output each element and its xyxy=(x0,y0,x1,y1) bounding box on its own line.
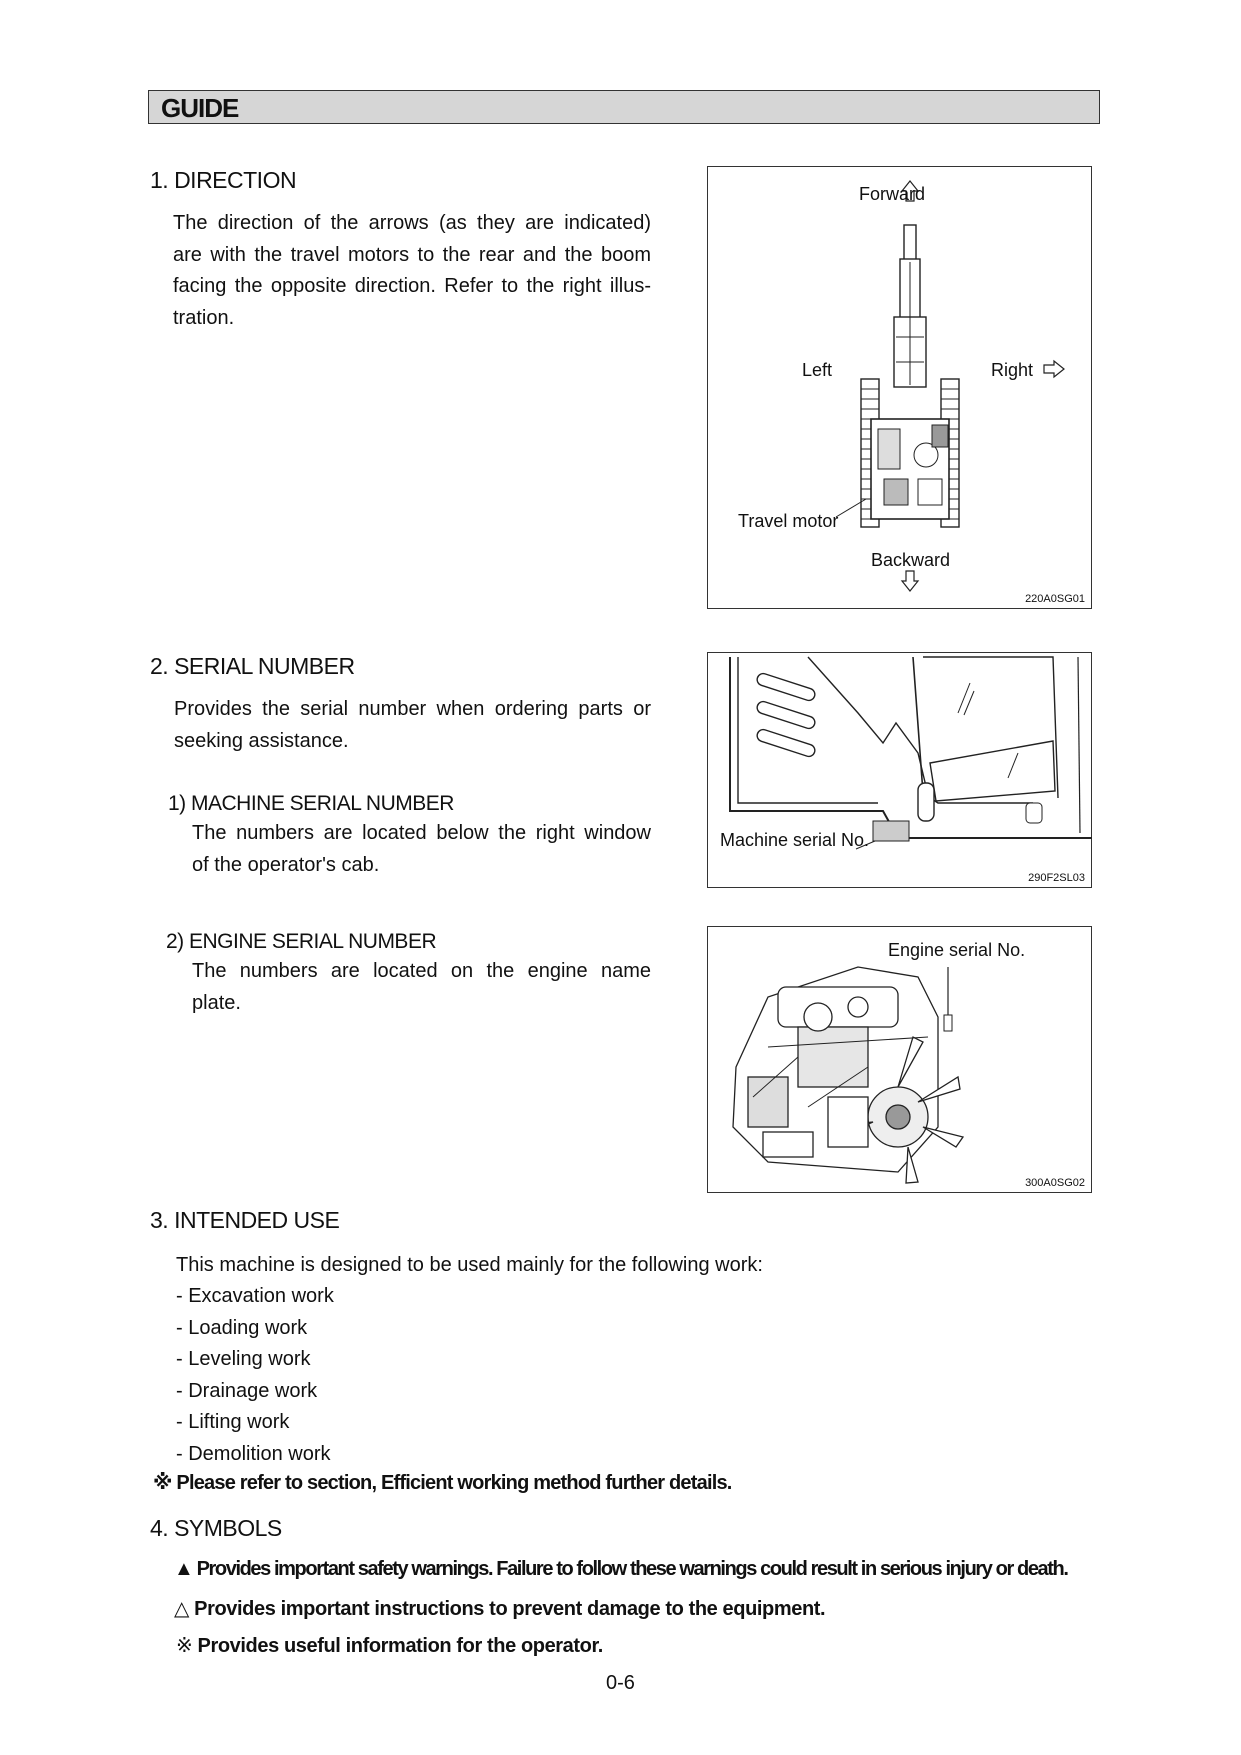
list-item: - Leveling work xyxy=(176,1348,311,1370)
symbol-text: Provides important instructions to prevent damage to the equipment. xyxy=(194,1598,826,1620)
machine-serial-label: Machine serial No. xyxy=(720,830,870,850)
text-line: are with the travel motors to the rear and the boom xyxy=(173,243,651,266)
text-line: seeking assistance. xyxy=(174,729,349,752)
symbol-text: Provides important safety warnings. Failure to follow these warnings could result in serious injury or death. xyxy=(196,1558,1068,1580)
symbol-row-info xyxy=(176,1633,603,1658)
serial-number-heading: 2. SERIAL NUMBER xyxy=(150,653,355,679)
symbols-heading: 4. SYMBOLS xyxy=(150,1515,282,1541)
intended-use-heading: 3. INTENDED USE xyxy=(150,1207,340,1233)
symbol-row-caution xyxy=(174,1596,825,1621)
intended-use-note xyxy=(153,1470,732,1495)
symbol-row-warning xyxy=(174,1558,1068,1581)
section-banner xyxy=(148,90,1100,124)
engine-serial-text xyxy=(192,956,651,1019)
engine-illustration xyxy=(708,927,1093,1194)
page-number: 0-6 xyxy=(606,1672,635,1694)
direction-figure xyxy=(707,166,1092,609)
direction-text xyxy=(173,208,651,334)
figure-code: 300A0SG02 xyxy=(1025,1177,1085,1189)
left-label: Left xyxy=(802,360,833,380)
list-item: - Excavation work xyxy=(176,1285,334,1307)
engine-serial-label: Engine serial No. xyxy=(888,940,1026,960)
engine-serial-heading: 2) ENGINE SERIAL NUMBER xyxy=(166,930,437,953)
intended-use-intro: This machine is designed to be used mainly for the following work: xyxy=(176,1254,763,1276)
text-line: Provides the serial number when ordering parts or xyxy=(174,698,651,720)
figure-code: 290F2SL03 xyxy=(1028,872,1085,884)
reference-mark-icon: ※ xyxy=(176,1635,193,1657)
figure-code: 220A0SG01 xyxy=(1025,593,1085,605)
list-item: - Loading work xyxy=(176,1316,308,1339)
intended-use-list xyxy=(176,1281,334,1470)
machine-serial-figure xyxy=(707,652,1092,888)
list-item: - Lifting work xyxy=(176,1411,290,1433)
backward-label: Backward xyxy=(871,550,951,570)
note-text: Please refer to section, Efficient working method further details. xyxy=(176,1472,732,1494)
direction-heading: 1. DIRECTION xyxy=(150,167,297,193)
serial-number-text xyxy=(174,694,651,757)
travel-motor-label: Travel motor xyxy=(738,511,839,531)
list-item: - Demolition work xyxy=(176,1442,331,1465)
forward-label: Forward xyxy=(859,184,926,204)
operator-cab-illustration xyxy=(708,653,1093,889)
text-line: The numbers are located on the engine name xyxy=(192,960,651,982)
list-item: - Drainage work xyxy=(176,1379,318,1402)
text-line: The direction of the arrows (as they are indicated) xyxy=(173,212,651,234)
reference-mark-icon: ※ xyxy=(153,1472,172,1494)
symbol-text: Provides useful information for the operator. xyxy=(197,1635,603,1657)
engine-serial-figure xyxy=(707,926,1092,1193)
text-line: plate. xyxy=(192,991,241,1014)
caution-outline-triangle-icon: △ xyxy=(174,1598,189,1620)
text-line: tration. xyxy=(173,306,235,329)
page-title: GUIDE xyxy=(161,93,239,123)
text-line: The numbers are located below the right window xyxy=(192,822,651,844)
excavator-top-view-illustration xyxy=(708,167,1093,610)
right-label: Right xyxy=(991,360,1034,380)
text-line: of the operator's cab. xyxy=(192,853,380,876)
warning-filled-triangle-icon: ▲ xyxy=(174,1558,193,1580)
text-line: facing the opposite direction. Refer to the right illus- xyxy=(173,275,651,297)
machine-serial-heading: 1) MACHINE SERIAL NUMBER xyxy=(168,792,454,815)
machine-serial-text xyxy=(192,818,651,881)
